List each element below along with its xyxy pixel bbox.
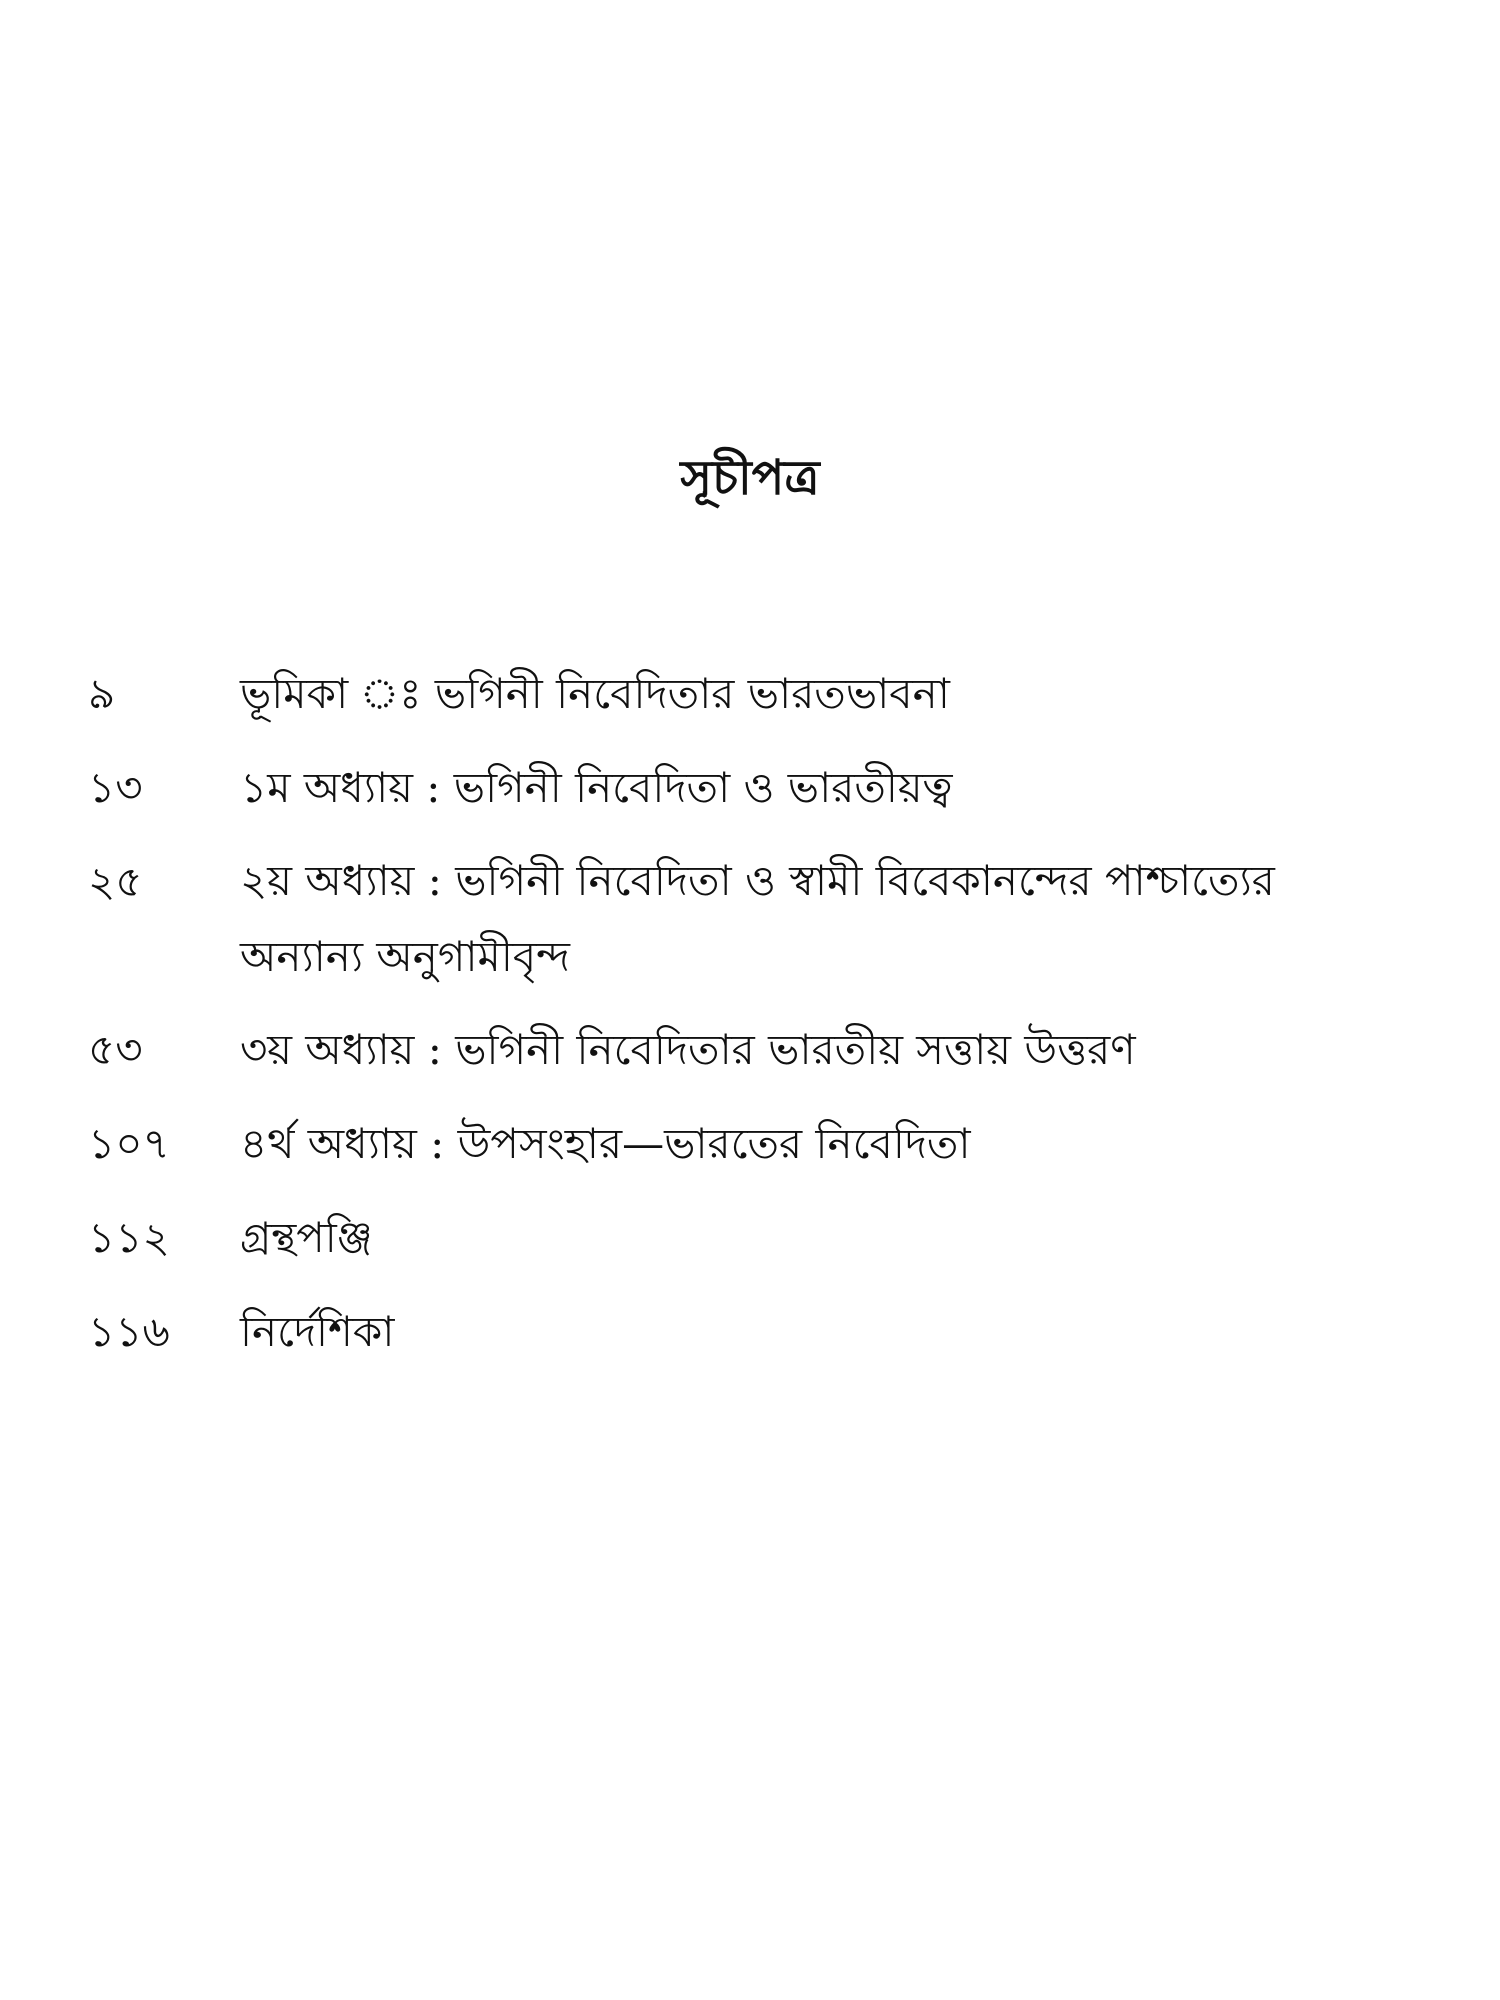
toc-entry — [88, 655, 1348, 733]
toc-page-number: ১১৬ — [88, 1307, 170, 1356]
toc-entry-title: ৪র্থ অধ্যায় : উপসংহার—ভারতের নিবেদিতা — [240, 1119, 971, 1168]
table-of-contents — [88, 655, 1348, 1387]
toc-page-number: ১০৭ — [88, 1119, 170, 1168]
toc-entry — [88, 843, 1348, 995]
toc-entry-title: নির্দেশিকা — [240, 1307, 395, 1356]
toc-entry-title: গ্রন্থপঞ্জি — [240, 1213, 373, 1262]
toc-entry — [88, 1293, 1348, 1371]
toc-entry-title: ২য় অধ্যায় : ভগিনী নিবেদিতা ও স্বামী বিবেকানন্দের পাশ্চাত্যের অন্যান্য অনুগামীবৃন্দ — [240, 856, 1275, 981]
toc-entry — [88, 1011, 1348, 1089]
toc-entry — [88, 1199, 1348, 1277]
toc-page-number: ২৫ — [88, 857, 143, 906]
toc-entry-title: ভূমিকা ঃ ভগিনী নিবেদিতার ভারতভাবনা — [240, 669, 950, 718]
toc-page-number: ৯ — [88, 669, 116, 718]
page-title: সূচীপত্র — [680, 450, 820, 506]
toc-page-number: ৫৩ — [88, 1025, 143, 1074]
toc-page-number: ১৩ — [88, 763, 143, 812]
toc-entry-title: ৩য় অধ্যায় : ভগিনী নিবেদিতার ভারতীয় সত্তায় উত্তরণ — [240, 1025, 1136, 1074]
toc-entry-title: ১ম অধ্যায় : ভগিনী নিবেদিতা ও ভারতীয়ত্ব — [240, 763, 953, 812]
toc-entry — [88, 1105, 1348, 1183]
toc-entry — [88, 749, 1348, 827]
toc-page-number: ১১২ — [88, 1213, 170, 1262]
